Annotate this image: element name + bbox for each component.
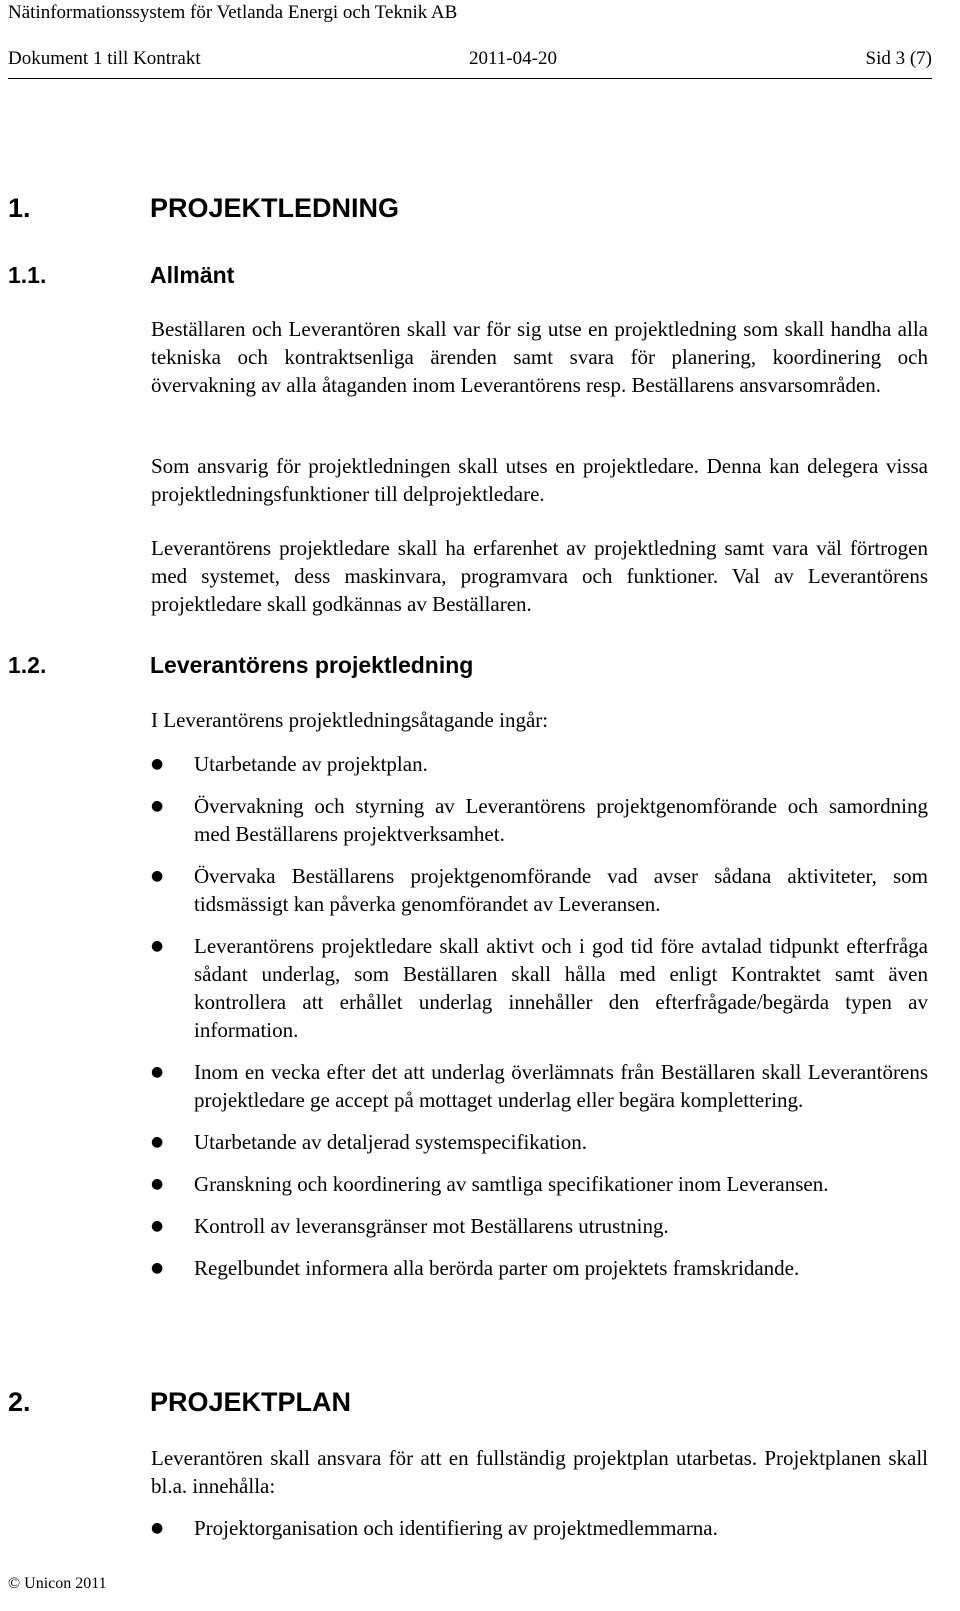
section-1-title: PROJEKTLEDNING <box>150 193 400 223</box>
list-item: ● Kontroll av leveransgränser mot Beställarens utrustning. <box>151 1214 669 1238</box>
header-info <box>8 48 932 72</box>
paragraph-3: Leverantörens projektledare skall ha erfarenhet av projektledning samt vara väl förtrogen med systemet, dess maskinvara, programvara och funktioner. Val av Leverantörens projektledare skall godkännas av Beställaren. <box>151 536 928 616</box>
section-1-number: 1. <box>8 193 31 223</box>
bullet-icon: ● <box>151 1260 164 1276</box>
header-title: Nätinformationssystem för Vetlanda Energi och Teknik AB <box>8 2 458 23</box>
list-item: ● Granskning och koordinering av samtliga specifikationer inom Leveransen. <box>151 1172 829 1196</box>
section-2-title: PROJEKTPLAN <box>150 1387 352 1417</box>
bullet-icon: ● <box>151 1134 164 1150</box>
footer-copyright: © Unicon 2011 <box>8 1575 107 1592</box>
header-document: Dokument 1 till Kontrakt <box>8 48 201 69</box>
section-2-number: 2. <box>8 1387 31 1417</box>
bullet-icon: ● <box>151 868 164 884</box>
list-item: ● Leverantörens projektledare skall aktivt och i god tid före avtalad tidpunkt efterfråga sådant underlag, som Beställaren skall hålla med enligt Kontraktet samt även kontrollera att erhållet underlag innehåller den efterfrågade/begärda typen av information. <box>151 934 928 1042</box>
section-2-bullet-list <box>151 1514 928 1556</box>
list-item: ● Regelbundet informera alla berörda parter om projektets framskridande. <box>151 1256 800 1280</box>
bullet-icon: ● <box>151 1064 164 1080</box>
paragraph-1: Beställaren och Leverantören skall var för sig utse en projektledning som skall handha alla tekniska och kontraktsenliga ärenden samt svara för planering, koordinering och övervakning av alla åtaganden inom Leverantörens resp. Beställarens ansvarsområden. <box>151 317 928 397</box>
list-item: ● Övervaka Beställarens projektgenomförande vad avser sådana aktiviteter, som tidsmässigt kan påverka genomförandet av Leveransen. <box>151 864 928 916</box>
paragraph-2: Som ansvarig för projektledningen skall utses en projektledare. Denna kan delegera vissa projektledningsfunktioner till delprojektledare. <box>151 454 928 506</box>
section-1-1-number: 1.1. <box>8 262 47 288</box>
bullet-icon: ● <box>151 938 164 954</box>
list-item: ● Övervakning och styrning av Leverantörens projektgenomförande och samordning med Beställarens projektverksamhet. <box>151 794 928 846</box>
section-1-2-intro: I Leverantörens projektledningsåtagande ingår: <box>151 708 549 732</box>
section-1-2-bullet-list <box>151 750 928 1296</box>
header-divider <box>8 78 932 79</box>
header-date: 2011-04-20 <box>469 48 557 69</box>
section-1-2-number: 1.2. <box>8 652 47 678</box>
bullet-icon: ● <box>151 1218 164 1234</box>
bullet-icon: ● <box>151 1176 164 1192</box>
section-1-1-title: Allmänt <box>150 262 235 288</box>
list-item: ● Projektorganisation och identifiering av projektmedlemmarna. <box>151 1516 718 1540</box>
bullet-icon: ● <box>151 756 164 772</box>
bullet-icon: ● <box>151 1520 164 1536</box>
section-2-intro: Leverantören skall ansvara för att en fullständig projektplan utarbetas. Projektplanen skall bl.a. innehålla: <box>151 1446 928 1498</box>
list-item: ● Utarbetande av projektplan. <box>151 752 428 776</box>
section-1-2-title: Leverantörens projektledning <box>150 652 474 678</box>
header-page: Sid 3 (7) <box>865 48 932 69</box>
list-item: ● Inom en vecka efter det att underlag överlämnats från Beställaren skall Leverantörens projektledare ge accept på mottaget underlag eller begära komplettering. <box>151 1060 928 1112</box>
list-item: ● Utarbetande av detaljerad systemspecifikation. <box>151 1130 588 1154</box>
bullet-icon: ● <box>151 798 164 814</box>
